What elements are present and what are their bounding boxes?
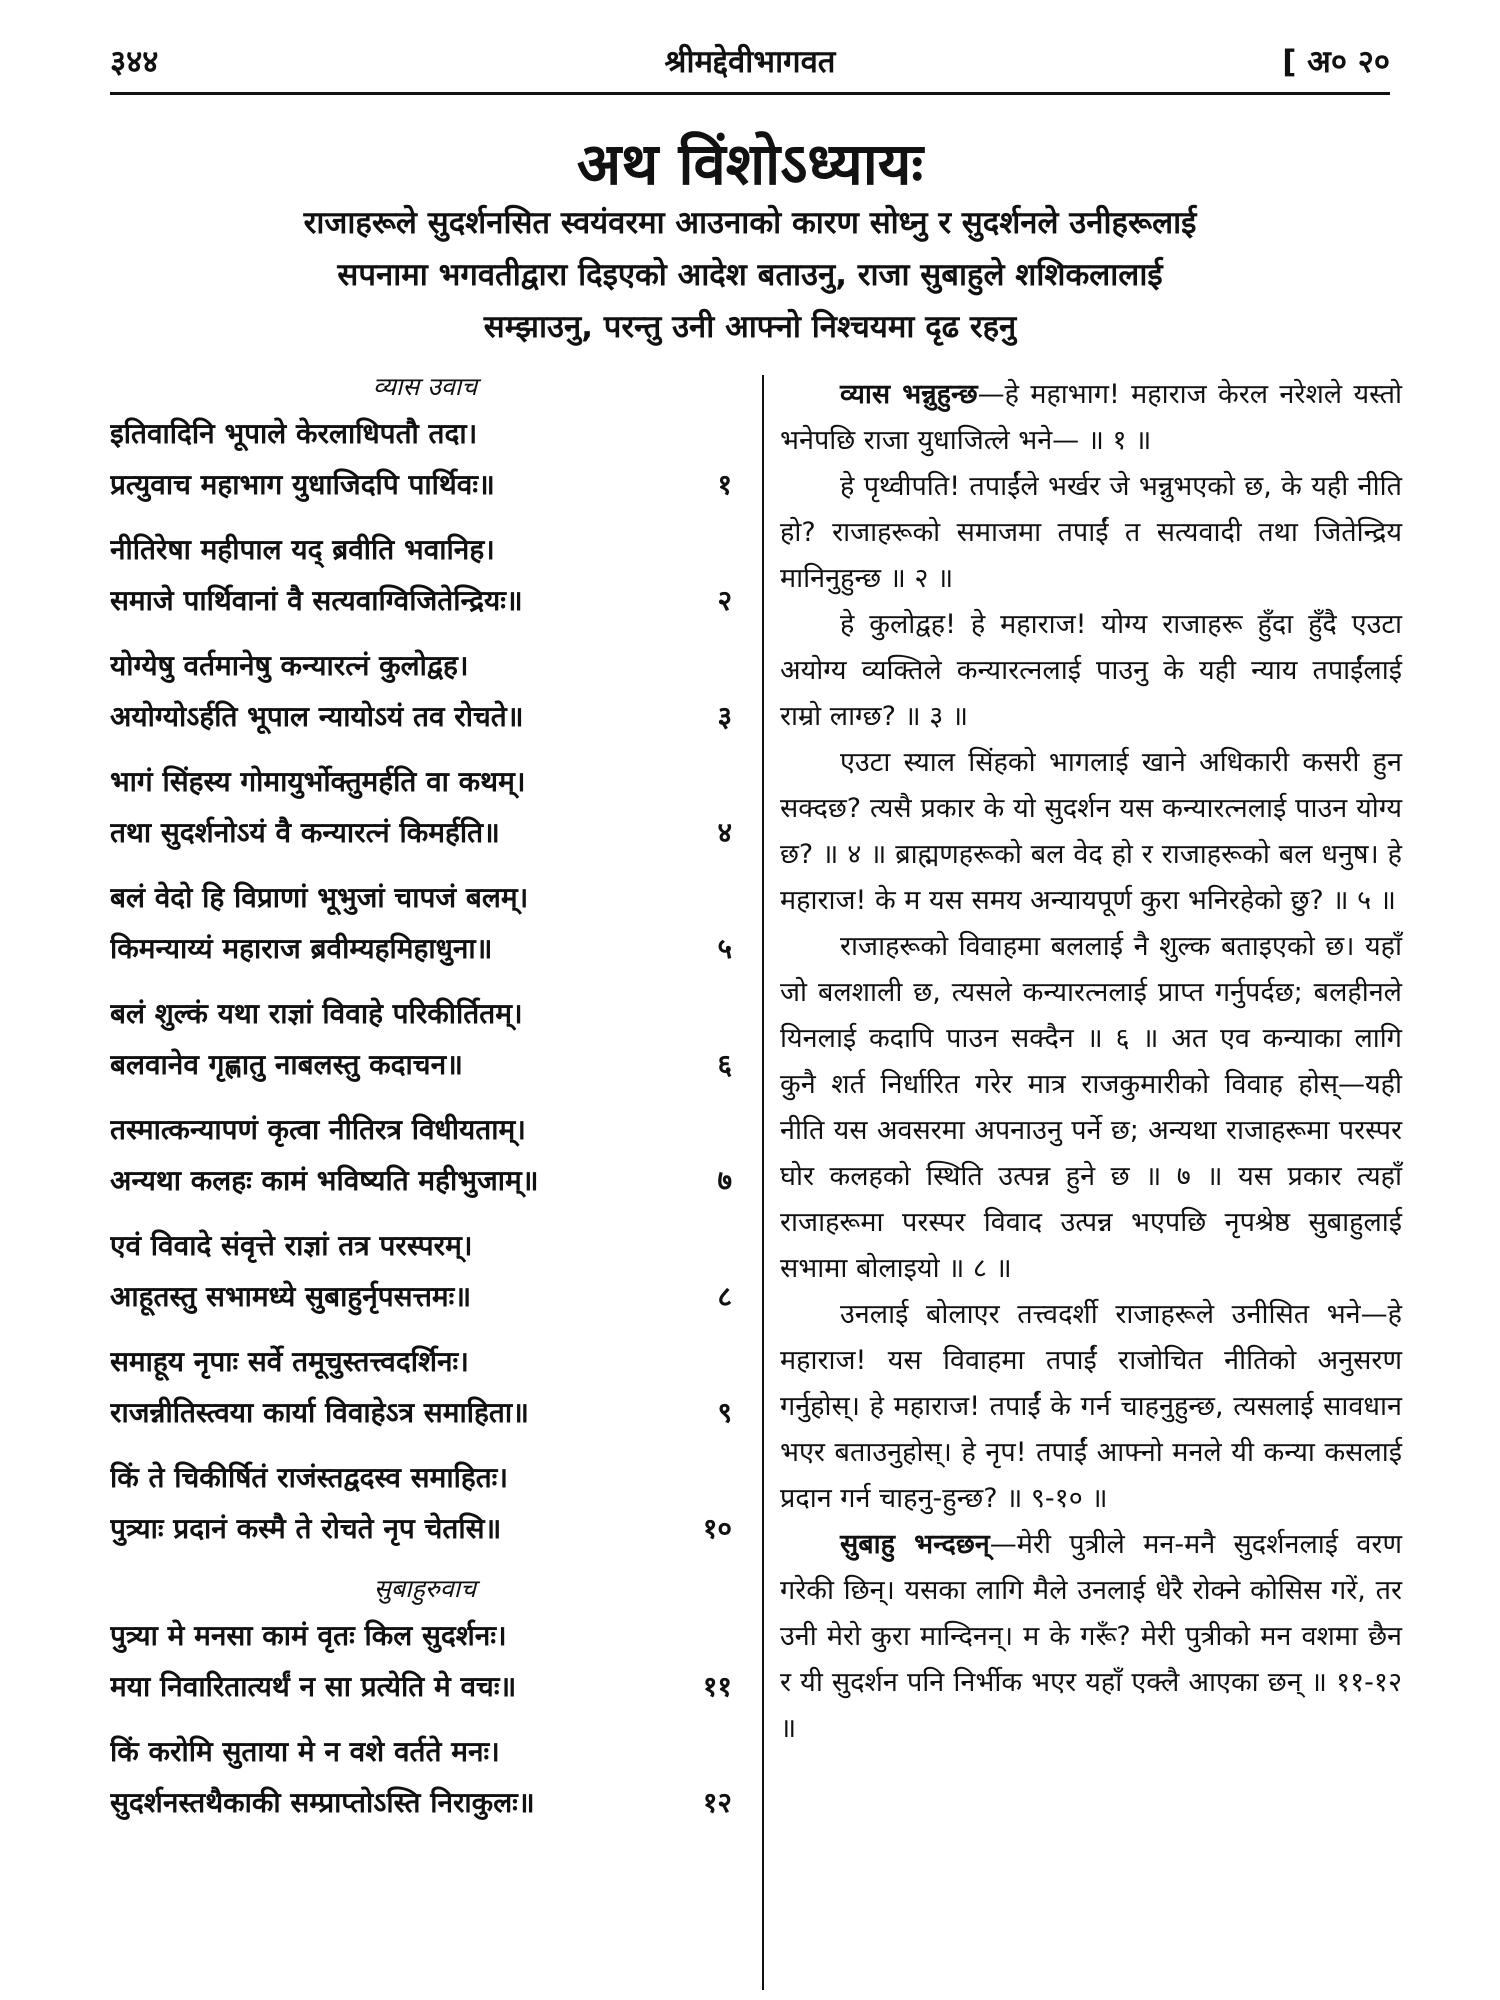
verse-number: ९ [717,1396,732,1429]
verse-11 [110,1610,740,1712]
verse-1 [110,408,740,510]
verse-2 [110,524,740,626]
verse-line: नीतिरेषा महीपाल यद् ब्रवीति भवानिह। [110,533,495,566]
verse-line: समाहूय नृपाः सर्वे तमूचुस्तत्त्वदर्शिनः। [110,1345,469,1378]
verse-7 [110,1104,740,1206]
verse-line: भागं सिंहस्य गोमायुर्भोक्तुमर्हति वा कथम्। [110,765,526,798]
verse-line: अयोग्योऽर्हति भूपाल न्यायोऽयं तव रोचते॥ [110,700,524,733]
verse-number: ६ [717,1048,732,1081]
verse-number: ३ [717,700,732,733]
translation-paragraph: उनलाई बोलाएर तत्त्वदर्शी राजाहरूले उनीसित भने—हे महाराज! यस विवाहमा तपाईं राजोचित नीतिको अनुसरण गर्नुहोस्। हे महाराज! तपाईं के गर्न चाहनुहुन्छ, त्यसलाई सावधान भएर बताउनुहोस्। हे नृप! तपाईं आफ्नो मनले यी कन्या कसलाई प्रदान गर्न चाहनु-हुन्छ? ॥ ९-१० ॥ [780,1299,1402,1514]
verse-line: तथा सुदर्शनोऽयं वै कन्यारत्नं किमर्हति॥ [110,816,500,849]
translation-paragraph: राजाहरूको विवाहमा बललाई नै शुल्क बताइएको छ। यहाँ जो बलशाली छ, त्यसले कन्यारत्नलाई प्राप्त गर्नुपर्दछ; बलहीनले यिनलाई कदापि पाउन सक्दैन ॥ ६ ॥ अत एव कन्याका लागि कुनै शर्त निर्धारित गरेर मात्र राजकुमारीको विवाह होस्—यही नीति यस अवसरमा अपनाउनु पर्ने छ; अन्यथा राजाहरूमा परस्पर घोर कलहको स्थिति उत्पन्न हुने छ ॥ ७ ॥ यस प्रकार त्यहाँ राजाहरूमा परस्पर विवाद उत्पन्न भएपछि नृपश्रेष्ठ सुबाहुलाई सभामा बोलाइयो ॥ ८ ॥ [780,931,1402,1284]
summary-line: राजाहरूले सुदर्शनसित स्वयंवरमा आउनाको कारण सोध्नु र सुदर्शनले उनीहरूलाई [303,205,1197,241]
speaker-label: सुबाहु भन्दछन् [840,1529,990,1560]
verse-line: पुत्र्या मे मनसा कामं वृतः किल सुदर्शनः। [110,1619,507,1652]
verse-line: बलं वेदो हि विप्राणां भूभुजां चापजं बलम्। [110,881,529,914]
verse-line: आहूतस्तु सभामध्ये सुबाहुर्नृपसत्तमः॥ [110,1280,472,1313]
translation-column [780,372,1402,1752]
verse-9 [110,1336,740,1438]
translation-paragraph: एउटा स्याल सिंहको भागलाई खाने अधिकारी कसरी हुन सक्दछ? त्यसै प्रकार के यो सुदर्शन यस कन्यारत्नलाई पाउन योग्य छ? ॥ ४ ॥ ब्राह्मणहरूको बल वेद हो र राजाहरूको बल धनुष। हे महाराज! के म यस समय अन्यायपूर्ण कुरा भनिरहेको छु? ॥ ५ ॥ [780,747,1402,916]
verse-line: राजन्नीतिस्त्वया कार्या विवाहेऽत्र समाहिता॥ [110,1396,529,1429]
verse-line: किं करोमि सुताया मे न वशे वर्तते मनः। [110,1735,500,1768]
verse-8 [110,1220,740,1322]
verse-number: ७ [717,1164,732,1197]
verse-number: ४ [717,816,732,849]
verse-line: बलवानेव गृह्णातु नाबलस्तु कदाचन॥ [110,1048,463,1081]
translation-paragraph: हे पृथ्वीपति! तपाईंले भर्खर जे भन्नुभएको छ, के यही नीति हो? राजाहरूको समाजमा तपाईं त सत्यवादी तथा जितेन्द्रिय मानिनुहुन्छ ॥ २ ॥ [780,471,1402,594]
verse-line: पुत्र्याः प्रदानं कस्मै ते रोचते नृप चेतसि॥ [110,1512,502,1545]
verse-line: समाजे पार्थिवानां वै सत्यवाग्विजितेन्द्रियः॥ [110,584,523,617]
header-rule [110,92,1390,95]
summary-line: सम्झाउनु, परन्तु उनी आफ्नो निश्चयमा दृढ रहनु [483,309,1017,345]
verse-line: बलं शुल्कं यथा राज्ञां विवाहे परिकीर्तितम्। [110,997,523,1030]
summary-line: सपनामा भगवतीद्वारा दिइएको आदेश बताउनु, राजा सुबाहुले शशिकलालाई [337,257,1163,293]
book-title: श्रीमद्देवीभागवत [664,44,836,80]
verse-line: तस्मात्कन्यापणं कृत्वा नीतिरत्र विधीयताम्। [110,1113,526,1146]
sanskrit-column [110,370,740,1842]
verse-12 [110,1726,740,1828]
verse-number: ५ [717,932,732,965]
verse-line: किं ते चिकीर्षितं राजंस्तद्वदस्व समाहितः। [110,1461,508,1494]
verse-10 [110,1452,740,1554]
translation-paragraph: व्यास भन्नुहुन्छ—हे महाभाग! महाराज केरल नरेशले यस्तो भनेपछि राजा युधाजित्ले भने— ॥ १ ॥ [780,379,1402,456]
verse-line: सुदर्शनस्तथैकाकी सम्प्राप्तोऽस्ति निराकुलः॥ [110,1786,535,1819]
translation-paragraph: सुबाहु भन्दछन्—मेरी पुत्रीले मन-मनै सुदर्शनलाई वरण गरेकी छिन्। यसका लागि मैले उनलाई धेरै रोक्ने कोसिस गरें, तर उनी मेरो कुरा मान्दिनन्। म के गरूँ? मेरी पुत्रीको मन वशमा छैन र यी सुदर्शन पनि निर्भीक भएर यहाँ एक्लै आएका छन् ॥ ११-१२ ॥ [780,1529,1402,1744]
verse-line: एवं विवादे संवृत्ते राज्ञां तत्र परस्परम्। [110,1229,473,1262]
chapter-title: अथ विंशोऽध्यायः [576,130,924,198]
verse-number: ८ [717,1280,732,1313]
column-divider [762,375,764,1990]
verse-number: १२ [702,1786,732,1819]
verse-line: इतिवादिनि भूपाले केरलाधिपतौ तदा। [110,417,478,450]
verse-line: योग्येषु वर्तमानेषु कन्यारत्नं कुलोद्वह। [110,649,469,682]
verse-4 [110,756,740,858]
verse-line: अन्यथा कलहः कामं भविष्यति महीभुजाम्॥ [110,1164,539,1197]
verse-line: किमन्याय्यं महाराज ब्रवीम्यहमिहाधुना॥ [110,932,493,965]
verse-number: २ [717,584,732,617]
verse-line: मया निवारितात्यर्थं न सा प्रत्येति मे वचः॥ [110,1670,517,1703]
translation-paragraph: हे कुलोद्वह! हे महाराज! योग्य राजाहरू हुँदा हुँदै एउटा अयोग्य व्यक्तिले कन्यारत्नलाई पाउनु के यही न्याय तपाईंलाई राम्रो लाग्छ? ॥ ३ ॥ [780,609,1402,732]
speaker-heading: सुबाहुरुवाच [373,1574,477,1603]
page-number: ३४४ [110,44,159,80]
chapter-summary [110,197,1390,353]
running-header [110,36,1390,88]
verse-6 [110,988,740,1090]
chapter-reference: [ अ० २० [1282,44,1390,80]
speaker-label: व्यास भन्नुहुन्छ [840,379,978,410]
speaker-heading: व्यास उवाच [372,372,478,401]
verse-number: १ [717,468,732,501]
verse-number: ११ [702,1670,732,1703]
verse-5 [110,872,740,974]
verse-number: १० [702,1512,732,1545]
verse-line: प्रत्युवाच महाभाग युधाजिदपि पार्थिवः॥ [110,468,495,501]
verse-3 [110,640,740,742]
